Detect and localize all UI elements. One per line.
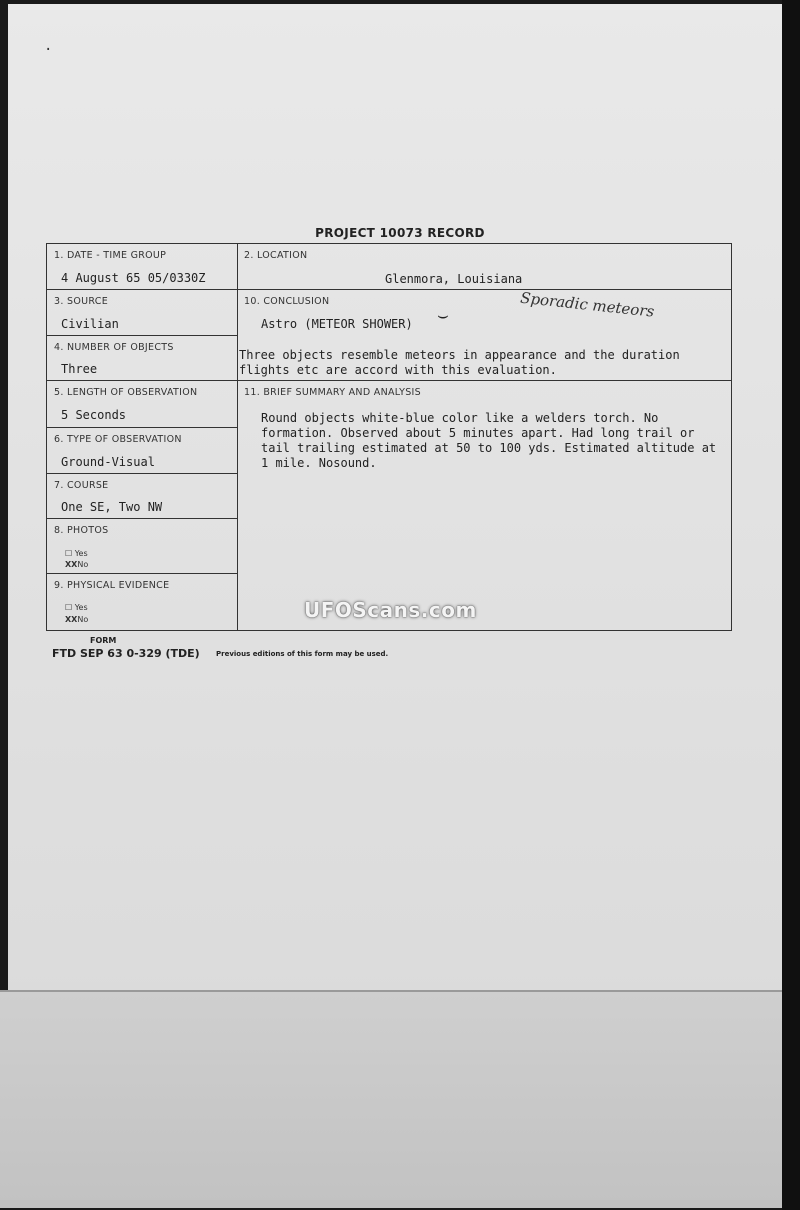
- length-observation-cell: [47, 381, 237, 428]
- number-objects-cell: [47, 336, 237, 381]
- photos-no-label: No: [77, 560, 89, 569]
- conclusion-value: Astro (METEOR SHOWER): [261, 317, 413, 331]
- photos-yes-checkbox: ☐ Yes: [65, 549, 88, 558]
- course-label: 7. COURSE: [54, 480, 109, 491]
- physical-evidence-cell: [47, 574, 237, 632]
- photos-cell: [47, 519, 237, 574]
- type-observation-cell: [47, 428, 237, 474]
- form-word: FORM: [90, 636, 117, 645]
- right-column: [237, 244, 731, 630]
- source-cell: [47, 290, 237, 336]
- evidence-yes-label: Yes: [74, 603, 88, 612]
- watermark: UFOScans.com: [304, 598, 477, 622]
- photos-yes-label: Yes: [74, 549, 88, 558]
- evidence-yes-checkbox: ☐ Yes: [65, 603, 88, 612]
- evidence-no-label: No: [77, 615, 89, 624]
- punch-mark: ·: [44, 42, 53, 58]
- source-label: 3. SOURCE: [54, 296, 109, 307]
- scan-edge: [782, 0, 800, 1210]
- form-notice: Previous editions of this form may be used.: [216, 650, 389, 658]
- number-objects-value: Three: [61, 362, 98, 376]
- left-column: [47, 244, 238, 630]
- physical-evidence-label: 9. PHYSICAL EVIDENCE: [54, 580, 170, 591]
- photos-label: 8. PHOTOS: [54, 525, 109, 536]
- summary-label: 11. BRIEF SUMMARY AND ANALYSIS: [244, 387, 421, 398]
- check-mark: ⌣: [437, 305, 449, 326]
- summary-value: Round objects white-blue color like a welders torch. No formation. Observed about 5 minutes apart. Had long trail or tail trailing estimated at 50 to 100 yds. Estimated altitude at 1 mile. Nosound.: [261, 411, 717, 470]
- photos-no-checkbox: XXNo: [65, 560, 89, 569]
- type-observation-value: Ground-Visual: [61, 455, 155, 469]
- summary-cell: [237, 381, 731, 632]
- source-value: Civilian: [61, 317, 119, 331]
- form-title: PROJECT 10073 RECORD: [315, 226, 485, 240]
- date-time-value: 4 August 65 05/0330Z: [61, 271, 206, 285]
- course-cell: [47, 474, 237, 519]
- handwritten-note: Sporadic meteors: [519, 288, 656, 321]
- date-time-label: 1. DATE - TIME GROUP: [54, 250, 167, 261]
- number-objects-label: 4. NUMBER OF OBJECTS: [54, 342, 174, 353]
- underlying-sheet: [0, 990, 782, 1208]
- location-cell: [237, 244, 731, 290]
- length-observation-value: 5 Seconds: [61, 408, 127, 422]
- location-value: Glenmora, Louisiana: [385, 272, 523, 286]
- course-value: One SE, Two NW: [61, 500, 163, 514]
- location-label: 2. LOCATION: [244, 250, 308, 261]
- evidence-no-checkbox: XXNo: [65, 615, 89, 624]
- conclusion-label: 10. CONCLUSION: [244, 296, 330, 307]
- date-time-cell: [47, 244, 237, 290]
- length-observation-label: 5. LENGTH OF OBSERVATION: [54, 387, 198, 398]
- conclusion-note: Three objects resemble meteors in appearance and the duration flights etc are accord with this evaluation.: [239, 348, 680, 377]
- form-id: FTD SEP 63 0-329 (TDE): [52, 647, 200, 660]
- type-observation-label: 6. TYPE OF OBSERVATION: [54, 434, 182, 445]
